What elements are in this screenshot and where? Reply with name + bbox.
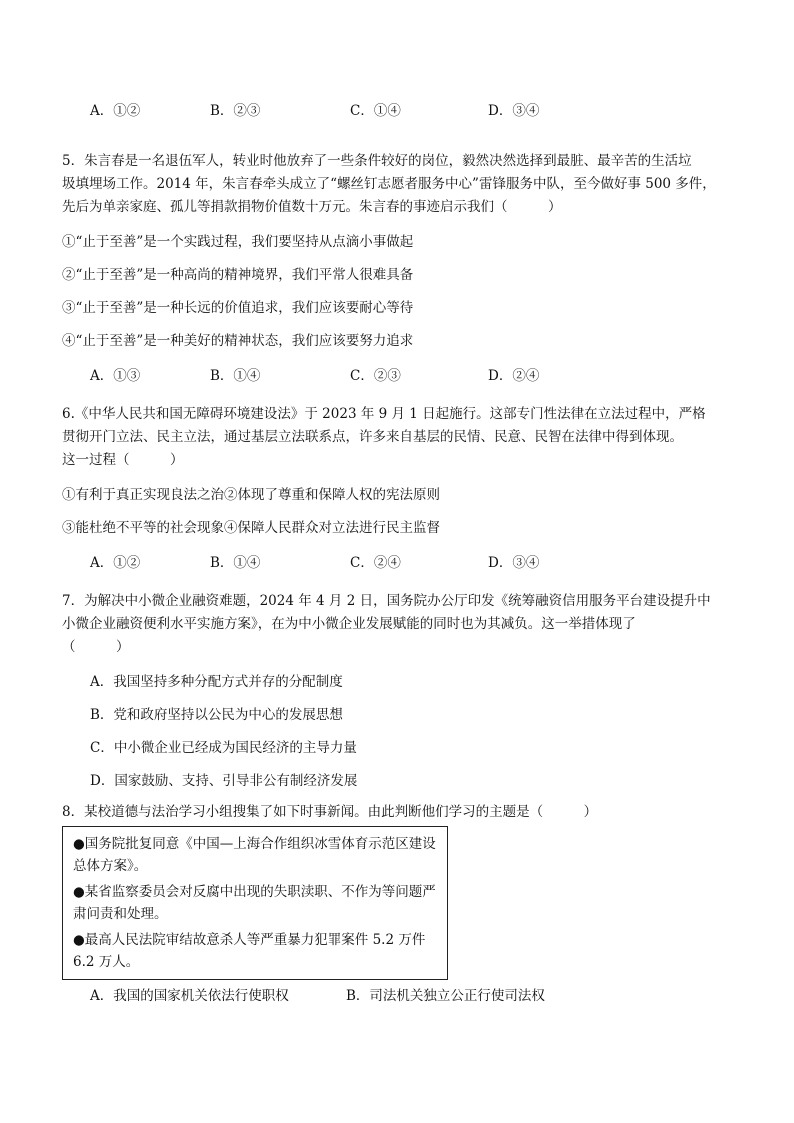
q8-news-box: [62, 826, 448, 980]
q5-statement-3: ③“止于至善”是一种长远的价值追求，我们应该要耐心等待: [62, 300, 414, 316]
q6-option-b[interactable]: B．①④: [210, 555, 261, 571]
q6-stem-line-1: 6.《中华人民共和国无障碍环境建设法》于 2023 年 9 月 1 日起施行。这部专门性法律在立法过程中，严格: [62, 406, 706, 422]
q5-options: [90, 366, 650, 386]
q6-option-c[interactable]: C．②④: [350, 555, 401, 571]
q5-option-b[interactable]: B．①④: [210, 368, 261, 384]
q7-option-a[interactable]: A．我国坚持多种分配方式并存的分配制度: [90, 674, 343, 690]
q8-options: [90, 986, 650, 1006]
q8-news-item-2: ●某省监察委员会对反腐中出现的失职渎职、不作为等问题严肃问责和处理。: [73, 884, 436, 922]
q8-option-b[interactable]: B．司法机关独立公正行使司法权: [346, 988, 545, 1004]
q5-statement-2: ②“止于至善”是一种高尚的精神境界，我们平常人很难具备: [62, 267, 414, 283]
q6-stem-line-3: 这一过程（ ）: [62, 452, 184, 468]
q5-stem-line-2: 圾填埋场工作。2014 年，朱言春牵头成立了“螺丝钉志愿者服务中心”雷锋服务中队，至今做好事 500 多件，: [62, 176, 716, 192]
q7-option-b[interactable]: B．党和政府坚持以公民为中心的发展思想: [90, 707, 343, 723]
q6-option-a[interactable]: A．①②: [90, 555, 141, 571]
q5-option-a[interactable]: A．①③: [90, 368, 141, 384]
q7-option-d[interactable]: D．国家鼓励、支持、引导非公有制经济发展: [90, 773, 358, 789]
q6-statement-1: ①有利于真正实现良法之治②体现了尊重和保障人权的宪法原则: [62, 487, 440, 503]
q7-stem-line-3: （ ）: [62, 639, 130, 655]
q5-stem-line-3: 先后为单亲家庭、孤儿等捐款捐物价值数十万元。朱言春的事迹启示我们（ ）: [62, 199, 562, 215]
q7-stem-line-1: 7．为解决中小微企业融资难题，2024 年 4 月 2 日，国务院办公厅印发《统筹融资信用服务平台建设提升中: [62, 593, 711, 609]
q5-option-c[interactable]: C．②③: [350, 368, 401, 384]
q7-option-c[interactable]: C．中小微企业已经成为国民经济的主导力量: [90, 740, 357, 756]
q5-stem-line-1: 5．朱言春是一名退伍军人，转业时他放弃了一些条件较好的岗位，毅然决然选择到最脏、最辛苦的生活垃: [62, 153, 692, 169]
q8-news-item-3: ●最高人民法院审结故意杀人等严重暴力犯罪案件 5.2 万件 6.2 万人。: [73, 932, 426, 970]
q5-statement-1: ①“止于至善”是一个实践过程，我们要坚持从点滴小事做起: [62, 234, 414, 250]
q6-option-d[interactable]: D．③④: [488, 555, 540, 571]
q6-statement-2: ③能杜绝不平等的社会现象④保障人民群众对立法进行民主监督: [62, 520, 440, 536]
q4-option-b[interactable]: B．②③: [210, 103, 261, 119]
q4-option-d[interactable]: D．③④: [488, 103, 540, 119]
q5-statement-4: ④“止于至善”是一种美好的精神状态，我们应该要努力追求: [62, 333, 414, 349]
q4-option-a[interactable]: A．①②: [90, 103, 141, 119]
q6-stem-line-2: 贯彻开门立法、民主立法，通过基层立法联系点，许多来自基层的民情、民意、民智在法律中得到体现。: [62, 429, 683, 445]
q7-stem-line-2: 小微企业融资便利水平实施方案》，在为中小微企业发展赋能的同时也为其减负。这一举措体现了: [62, 616, 636, 632]
q4-options: [90, 101, 650, 121]
q5-option-d[interactable]: D．②④: [488, 368, 540, 384]
q8-news-item-1: ●国务院批复同意《中国—上海合作组织冰雪体育示范区建设总体方案》。: [73, 836, 436, 874]
q4-option-c[interactable]: C．①④: [350, 103, 401, 119]
q6-options: [90, 553, 650, 573]
q8-stem: 8．某校道德与法治学习小组搜集了如下时事新闻。由此判断他们学习的主题是（ ）: [62, 804, 598, 820]
q8-option-a[interactable]: A．我国的国家机关依法行使职权: [90, 988, 289, 1004]
